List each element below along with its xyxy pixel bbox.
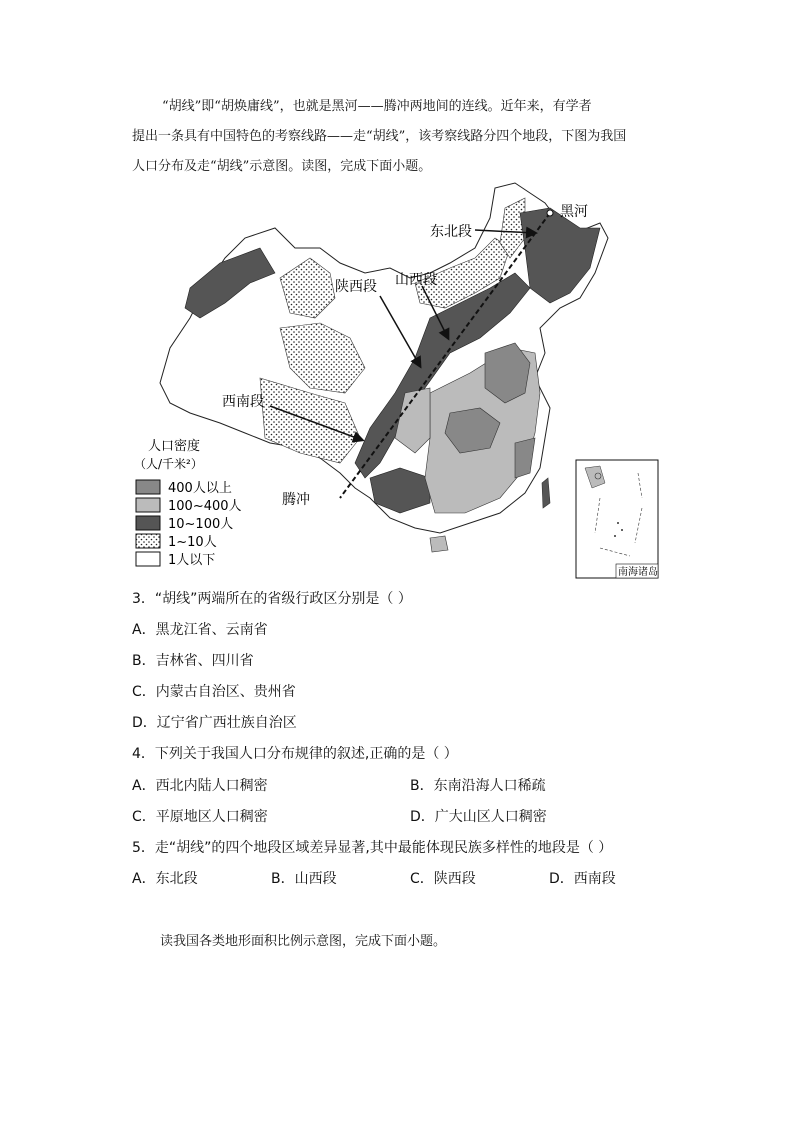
- label-dongbei: 东北段: [430, 224, 472, 240]
- legend-label-10-100: 10~100人: [168, 517, 234, 532]
- intro-line-3: 人口分布及走“胡线”示意图。读图，完成下面小题。: [132, 159, 432, 174]
- question-4-stem: 4．下列关于我国人口分布规律的叙述,正确的是（ ）: [132, 746, 458, 762]
- question-4-option-c[interactable]: C．平原地区人口稠密: [132, 809, 268, 825]
- question-5-stem: 5．走“胡线”的四个地段区域差异显著,其中最能体现民族多样性的地段是（ ）: [132, 840, 613, 856]
- question-4-option-b[interactable]: B．东南沿海人口稀疏: [410, 778, 546, 794]
- legend-swatch-1-10: [136, 534, 160, 548]
- legend-swatch-400plus: [136, 480, 160, 494]
- legend-swatch-100-400: [136, 498, 160, 512]
- legend-label-1-10: 1~10人: [168, 535, 217, 550]
- question-3-option-a[interactable]: A．黑龙江省、云南省: [132, 622, 268, 638]
- intro-line-1: “胡线”即“胡焕庸线”，也就是黑河——腾冲两地间的连线。近年来，有学者: [162, 99, 592, 114]
- question-4-option-a[interactable]: A．西北内陆人口稠密: [132, 778, 268, 794]
- label-shanxi: 山西段: [395, 272, 437, 288]
- hainan-island: [430, 536, 448, 552]
- question-3-option-c[interactable]: C．内蒙古自治区、贵州省: [132, 684, 296, 700]
- taiwan-island: [542, 478, 550, 508]
- legend-label-below1: 1人以下: [168, 553, 216, 568]
- intro-line-2: 提出一条具有中国特色的考察线路——走“胡线”，该考察线路分四个地段，下图为我国: [132, 129, 627, 144]
- legend-label-400plus: 400人以上: [168, 481, 232, 496]
- legend-swatch-10-100: [136, 516, 160, 530]
- heihe-point: [547, 210, 553, 216]
- label-heihe: 黑河: [560, 204, 588, 220]
- label-tengchong: 腾冲: [282, 492, 310, 508]
- legend-swatch-below1: [136, 552, 160, 566]
- question-3-option-b[interactable]: B．吉林省、四川省: [132, 653, 254, 669]
- map-legend: [134, 438, 242, 568]
- question-5-option-a[interactable]: A．东北段: [132, 871, 198, 887]
- question-3-stem: 3．“胡线”两端所在的省级行政区分别是（ ）: [132, 591, 412, 607]
- legend-unit: （人/千米²）: [134, 457, 203, 471]
- label-xinan: 西南段: [222, 394, 264, 410]
- legend-title: 人口密度: [148, 439, 201, 454]
- south-china-sea-inset: [576, 460, 658, 578]
- question-3-option-d[interactable]: D．辽宁省广西壮族自治区: [132, 715, 297, 731]
- question-5-option-c[interactable]: C．陕西段: [410, 871, 476, 887]
- intro-paragraph: [132, 92, 672, 182]
- question-4-option-d[interactable]: D．广大山区人口稠密: [410, 809, 547, 825]
- inset-label: 南海诸岛: [618, 567, 658, 578]
- intro-terrain-paragraph: 读我国各类地形面积比例示意图，完成下面小题。: [160, 934, 447, 949]
- label-shaanxi: 陕西段: [335, 279, 377, 295]
- question-5-option-d[interactable]: D．西南段: [549, 871, 616, 887]
- population-map: [130, 178, 670, 583]
- question-5-option-b[interactable]: B．山西段: [271, 871, 337, 887]
- region-dark-northeast: [520, 208, 600, 303]
- legend-label-100-400: 100~400人: [168, 499, 242, 514]
